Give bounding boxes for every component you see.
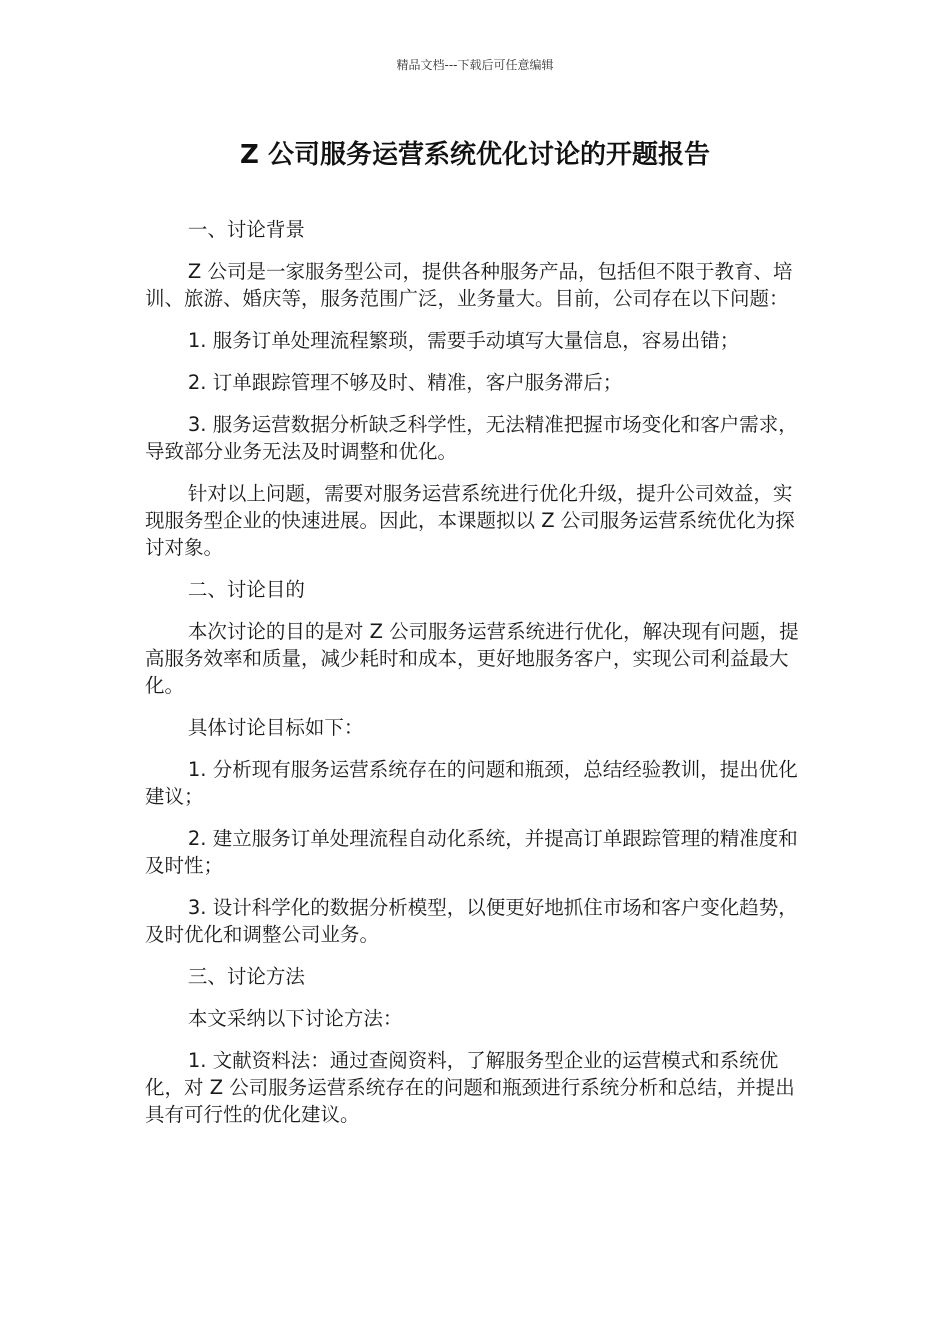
section-heading-purpose: 二、讨论目的 (187, 578, 305, 601)
paragraph: 具体讨论目标如下： (187, 716, 364, 739)
list-item: 2. 建立服务订单处理流程自动化系统，并提高订单跟踪管理的精准度和及时性； (145, 827, 798, 877)
paragraph: 本次讨论的目的是对 Z 公司服务运营系统进行优化，解决现有问题，提高服务效率和质量，减少耗时和成本，更好地服务客户，实现公司利益最大化。 (145, 620, 799, 697)
header-note: 精品文档---下载后可任意编辑 (396, 58, 554, 72)
section-heading-background: 一、讨论背景 (187, 218, 305, 241)
list-item: 1. 分析现有服务运营系统存在的问题和瓶颈，总结经验教训，提出优化建议； (145, 758, 798, 808)
paragraph: Z 公司是一家服务型公司，提供各种服务产品，包括但不限于教育、培训、旅游、婚庆等，服务范围广泛，业务量大。目前，公司存在以下问题： (145, 260, 793, 310)
list-item: 1. 服务订单处理流程繁琐，需要手动填写大量信息，容易出错； (187, 329, 740, 352)
paragraph: 针对以上问题，需要对服务运营系统进行优化升级，提升公司效益，实现服务型企业的快速进展。因此，本课题拟以 Z 公司服务运营系统优化为探讨对象。 (145, 482, 795, 559)
document-body (145, 216, 805, 1143)
list-item: 3. 设计科学化的数据分析模型，以便更好地抓住市场和客户变化趋势，及时优化和调整公司业务。 (145, 896, 798, 946)
paragraph: 本文采纳以下讨论方法： (187, 1007, 403, 1030)
list-item: 1. 文献资料法：通过查阅资料，了解服务型企业的运营模式和系统优化，对 Z 公司服务运营系统存在的问题和瓶颈进行系统分析和总结，并提出具有可行性的优化建议。 (145, 1049, 795, 1126)
section-heading-method: 三、讨论方法 (187, 965, 305, 988)
list-item: 3. 服务运营数据分析缺乏科学性，无法精准把握市场变化和客户需求，导致部分业务无法及时调整和优化。 (145, 413, 798, 463)
document-title: Z 公司服务运营系统优化讨论的开题报告 (240, 140, 710, 170)
list-item: 2. 订单跟踪管理不够及时、精准，客户服务滞后； (187, 371, 623, 394)
